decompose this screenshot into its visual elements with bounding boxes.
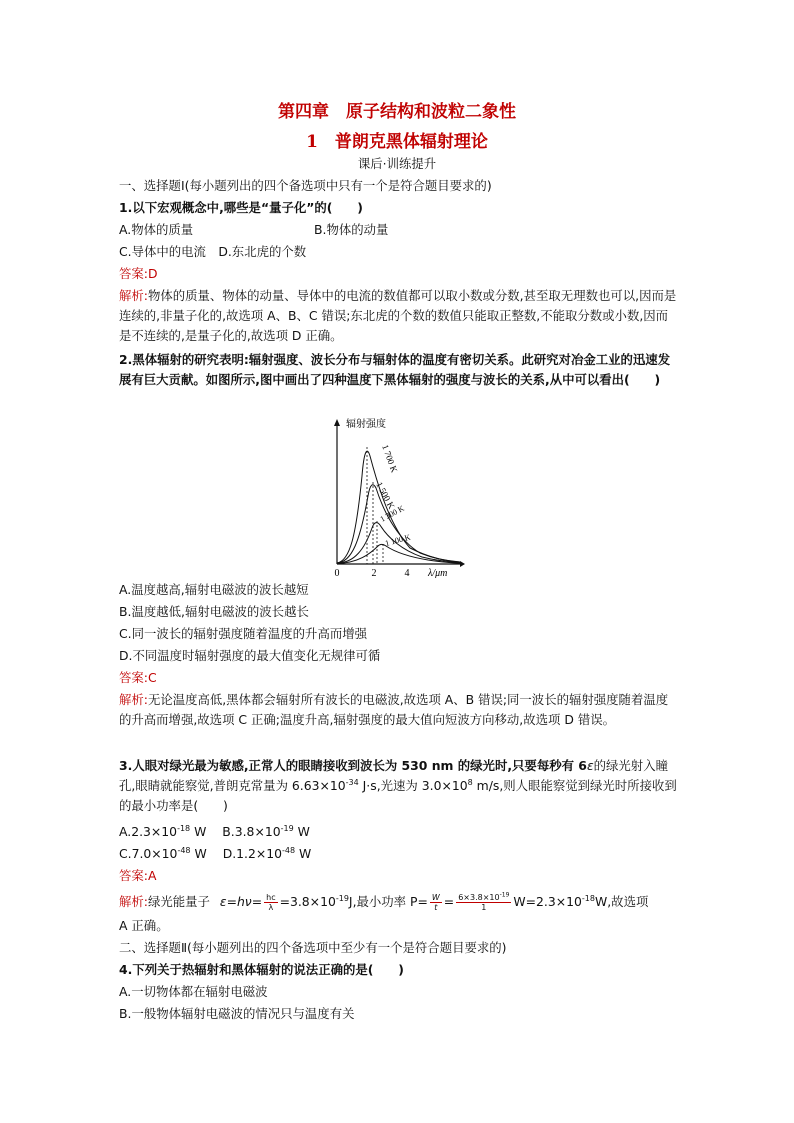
q1-answer xyxy=(119,264,679,284)
q3-stem-part-d: m/s,则人眼能察觉到绿光时所接收到的最小功率是( ) xyxy=(119,778,677,813)
eq1-exp: -19 xyxy=(335,893,349,903)
curve-label-1500: 1 500 K xyxy=(374,480,397,511)
eq2-fraction xyxy=(430,893,442,912)
eq3-rhs: W=2.3×10 xyxy=(513,894,582,909)
curve-label-1700: 1 700 K xyxy=(380,443,400,474)
q3-analysis xyxy=(119,892,679,912)
analysis-text: 绿光能量子 xyxy=(147,894,210,909)
q3-stem-part-c: J·s,光速为 3.0×10 xyxy=(358,778,468,793)
q3-option-c-base: C.7.0×10 xyxy=(119,846,178,861)
eq3-numerator xyxy=(456,893,511,903)
q3-option-d-base: D.1.2×10 xyxy=(222,846,283,861)
eq1-lhs: ε=hν= xyxy=(219,894,263,909)
q3-exp1: -34 xyxy=(345,777,359,787)
analysis-label: 解析: xyxy=(119,288,148,303)
q3-option-d-exp: -48 xyxy=(282,845,296,855)
q3-option-d-unit: W xyxy=(295,846,312,861)
q1-stem: 1.以下宏观概念中,哪些是“量子化”的( ) xyxy=(119,200,363,215)
q3-epsilon: ε xyxy=(586,758,594,773)
curve-label-1300: 1 300 K xyxy=(378,503,406,524)
figure-ylabel: 辐射强度 xyxy=(346,419,386,430)
q1-option-a-text: A.物体的质量 xyxy=(119,222,194,237)
q1-option-cd: C.导体中的电流 D.东北虎的个数 xyxy=(119,244,307,259)
q3-option-a xyxy=(119,824,206,839)
q2-stem: 2.黑体辐射的研究表明:辐射强度、波长分布与辐射体的温度有密切关系。此研究对冶金工业的迅速发展有巨大贡献。如图所示,图中画出了四种温度下黑体辐射的强度与波长的关系,从中可以看出( ) xyxy=(119,352,671,387)
q3-option-b-unit: W xyxy=(293,824,310,839)
q3-option-a-exp: -18 xyxy=(177,823,191,833)
q1-option-a xyxy=(119,220,679,240)
q4-option-b: B.一般物体辐射电磁波的情况只与温度有关 xyxy=(119,1006,355,1021)
figure-xlabel: λ/μm xyxy=(428,568,448,578)
part2-title: 二、选择题Ⅱ(每小题列出的四个备选项中至少有一个是符合题目要求的) xyxy=(119,940,507,955)
eq3-exp: -18 xyxy=(581,893,595,903)
eq3-fraction xyxy=(456,893,511,912)
eq3-numerator-base: 6×3.8×10 xyxy=(458,893,500,902)
eq1-rhs: =3.8×10 xyxy=(279,894,336,909)
section-title: 1 普朗克黑体辐射理论 xyxy=(306,132,488,152)
q2-option-a: A.温度越高,辐射电磁波的波长越短 xyxy=(119,582,309,597)
q3-option-b-base: B.3.8×10 xyxy=(222,824,281,839)
subtitle: 课后·训练提升 xyxy=(357,156,437,171)
q4-stem: 4.下列关于热辐射和黑体辐射的说法正确的是( ) xyxy=(119,962,404,977)
figure-tick: 2 xyxy=(371,568,377,578)
chapter-title: 第四章 原子结构和波粒二象性 xyxy=(278,102,516,122)
analysis-label: 解析: xyxy=(119,894,148,909)
q3-exp2: 8 xyxy=(467,777,473,787)
figure-tick: 4 xyxy=(404,568,410,578)
eq1-unit: J,最小功率 P= xyxy=(348,894,428,909)
part1-title: 一、选择题Ⅰ(每小题列出的四个备选项中只有一个是符合题目要求的) xyxy=(119,178,492,193)
q3-options-ab xyxy=(119,822,679,842)
answer-value: C xyxy=(147,670,157,685)
q3-option-c-exp: -48 xyxy=(177,845,191,855)
eq1-denominator: λ xyxy=(268,903,274,912)
curve-label-1100: 1 100 K xyxy=(384,532,412,548)
answer-value: D xyxy=(147,266,158,281)
eq2-mid: = xyxy=(443,894,455,909)
q3-option-b xyxy=(222,824,310,839)
figure-tick: 0 xyxy=(334,568,340,578)
eq1-fraction xyxy=(264,893,277,912)
q3-option-b-exp: -19 xyxy=(280,823,294,833)
answer-label: 答案: xyxy=(119,670,148,685)
eq2-denominator: t xyxy=(434,903,438,912)
q2-analysis xyxy=(119,690,679,730)
q3-option-d xyxy=(223,846,312,861)
analysis-label: 解析: xyxy=(119,692,148,707)
answer-label: 答案: xyxy=(119,868,148,883)
q3-answer xyxy=(119,866,679,886)
q2-option-d: D.不同温度时辐射强度的最大值变化无规律可循 xyxy=(119,648,381,663)
q4-option-a: A.一切物体都在辐射电磁波 xyxy=(119,984,268,999)
q3-options-cd xyxy=(119,844,679,864)
q3-option-a-base: A.2.3×10 xyxy=(119,824,178,839)
analysis-text: 无论温度高低,黑体都会辐射所有波长的电磁波,故选项 A、B 错误;同一波长的辐射强度随着温度的升高而增强,故选项 C 正确;温度升高,辐射强度的最大值向短波方向移动,故选项 D 错误。 xyxy=(119,692,669,727)
q3-stem-part-b: 的绿光射入瞳孔,眼睛就能察觉,普朗克常量为 6.63×10 xyxy=(119,758,668,793)
eq3-unit: W,故选项 xyxy=(594,894,649,909)
q2-answer xyxy=(119,668,679,688)
analysis-text: 物体的质量、物体的动量、导体中的电流的数值都可以取小数或分数,甚至取无理数也可以,因而是连续的,非量子化的,故选项 A、B、C 错误;东北虎的个数的数值只能取正整数,不能取分数或小数,因而是不连续的,是量子化的,故选项 D 正确。 xyxy=(119,288,677,343)
q1-analysis xyxy=(119,286,679,346)
q2-option-b: B.温度越低,辐射电磁波的波长越长 xyxy=(119,604,309,619)
q2-option-c: C.同一波长的辐射强度随着温度的升高而增强 xyxy=(119,626,368,641)
q3-option-a-unit: W xyxy=(190,824,207,839)
q1-option-b: B.物体的动量 xyxy=(314,222,389,237)
blackbody-radiation-figure xyxy=(330,416,465,578)
eq2-numerator: W xyxy=(431,893,440,902)
q3-stem xyxy=(119,756,679,816)
answer-label: 答案: xyxy=(119,266,148,281)
eq1-numerator: hc xyxy=(266,893,276,902)
q3-stem-part-a: 3.人眼对绿光最为敏感,正常人的眼睛接收到波长为 530 nm 的绿光时,只要每秒有 6 xyxy=(119,758,587,773)
q3-option-c-unit: W xyxy=(190,846,207,861)
answer-value: A xyxy=(147,868,157,883)
eq3-numerator-exp: -19 xyxy=(499,891,510,899)
q3-option-c xyxy=(119,846,207,861)
eq3-denominator: 1 xyxy=(481,903,487,912)
q3-analysis-end: A 正确。 xyxy=(119,918,169,933)
